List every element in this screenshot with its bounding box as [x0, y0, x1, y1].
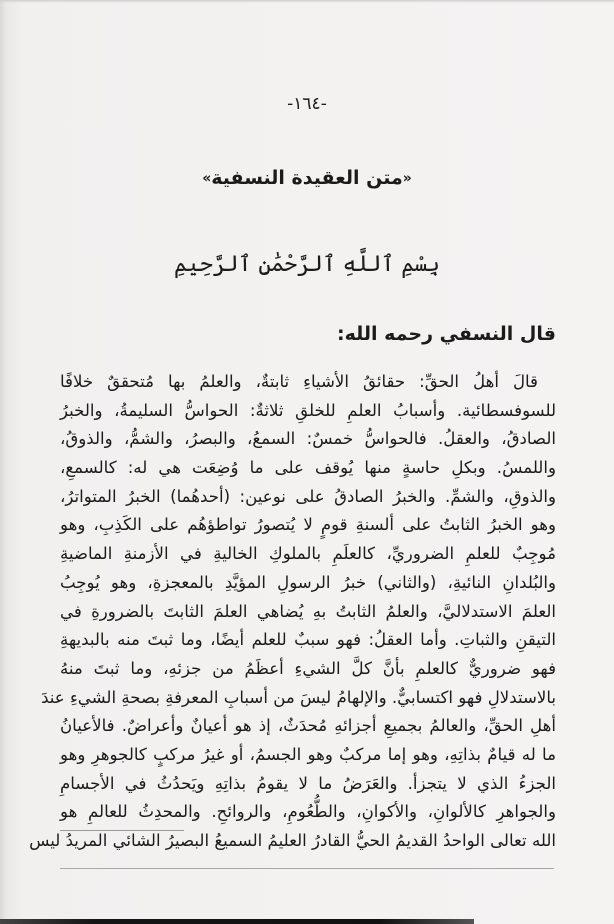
scan-bottom-edge — [0, 919, 474, 924]
text-line: والبُلدانِ النائيةِ، (والثاني) خبرُ الرسولِ المؤيَّدِ بالمعجزةِ، وهو يُوجِبُ — [60, 572, 556, 592]
page-top-edge — [0, 0, 614, 3]
footnote-divider-line — [60, 868, 554, 869]
text-line: وهو الخبرُ الثابتُ على ألسنةِ قومٍ لا يُتصورُ تواطؤهُم على الكَذِبِ، وهو — [60, 515, 556, 535]
text-line: والذوقِ، والشمِّ. والخبرُ الصادقُ على نوعين: (أحدهُما) الخبرُ المتواترُ، — [60, 486, 556, 506]
text-line: الصادقُ، والعقلُ. فالحواسُّ خمسٌ: السمعُ، والبصرُ، والشمُّ، والذوقُ، — [60, 429, 556, 449]
text-line: للسوفسطائية. وأسبابُ العلمِ للخلقِ ثلاثةٌ: الحواسُّ السليمةُ، والخبرُ — [60, 400, 556, 420]
intro-heading: قال النسفي رحمه الله: — [337, 323, 556, 345]
text-line: والجواهرِ كالألوانِ، والأكوانِ، والطُّعُومِ، والروائحِ. والمحدِثُ للعالمِ هو — [60, 802, 556, 822]
page-number: -١٦٤- — [287, 94, 327, 114]
text-line: قالَ أهلُ الحقِّ: حقائقُ الأشياءِ ثابتةٌ، والعلمُ بها مُتحققٌ خلافًا — [60, 372, 538, 391]
text-line: ما له قيامٌ بذاتِهِ، وهو إما مركبٌ وهو الجسمُ، أو غيرُ مركبٍ كالجوهرِ وهو — [60, 744, 556, 764]
text-line: مُوجِبٌ للعلمِ الضروريِّ، كالعلَمِ بالملوكِ الخاليةِ في الأزمنةِ الماضيةِ — [60, 544, 556, 564]
text-line: العلمَ الاستدلاليَّ، والعلمُ الثابتُ بهِ يُضاهي العلمَ الثابتَ بالضرورةِ في — [60, 601, 556, 621]
text-line: الجزءُ الذي لا يتجزأ. والعَرَضُ ما لا يقومُ بذاتِهِ ويَحدُثُ في الأجسامِ — [60, 773, 556, 793]
body-text — [29, 368, 556, 856]
section-title — [0, 167, 614, 189]
title-close-ornament: » — [202, 170, 212, 187]
short-divider-line — [60, 830, 184, 831]
text-line: فهو ضروريٌّ كالعلمِ بأنَّ كلَّ الشيءِ أعظَمُ من جزئهِ، وما ثبتَ منهُ — [60, 658, 556, 678]
text-line: التيقنِ والثباتِ. وأما العقلُ: فهو سببٌ للعلم أيضًا، وما ثبتَ منه بالبديهةِ — [60, 630, 556, 650]
title-open-ornament: « — [402, 170, 412, 187]
title-text: متن العقيدة النسفية — [211, 167, 403, 189]
text-line: أهلِ الحقِّ، والعالمُ بجميعِ أجزائهِ مُحدَثٌ، إذ هو أعيانٌ وأعراضٌ. فالأعيانُ — [60, 716, 556, 736]
text-line: الله تعالى الواحدُ القديمُ الحيُّ القادرُ العليمُ السميعُ البصيرُ الشائي المريدُ ليس — [29, 831, 556, 850]
text-line: بالاستدلالِ فهو اكتسابيٌّ. والإلهامُ ليسَ من أسبابِ المعرفةِ بصحةِ الشيءِ عندَ — [41, 687, 556, 707]
basmala: بِسْمِ ٱللَّهِ ٱلرَّحْمَٰنِ ٱلرَّحِيمِ — [174, 252, 440, 277]
text-line: واللمسُ. وبكلِ حاسةٍ منها يُوقف على ما وُضِعَت هي له: كالسمعِ، — [60, 458, 556, 478]
